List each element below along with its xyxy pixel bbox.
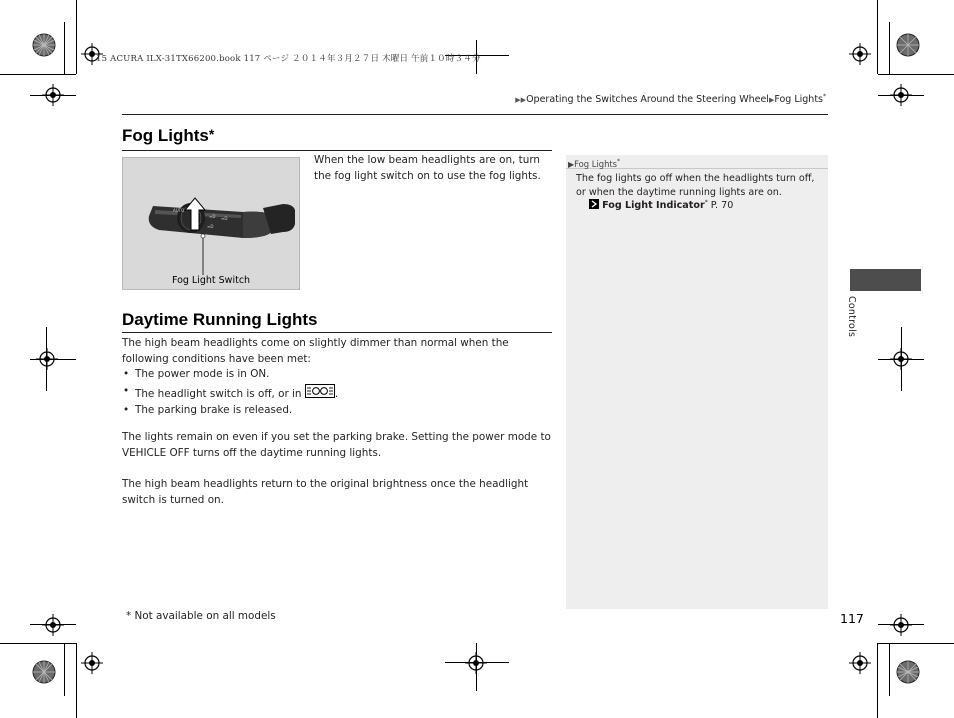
sidebar-title: ▶Fog Lights* xyxy=(566,155,828,169)
list-item: • The parking brake is released. xyxy=(122,403,552,419)
footnote: * Not available on all models xyxy=(126,610,276,622)
fog-lights-asterisk: * xyxy=(208,126,215,142)
cross-reference-icon xyxy=(589,200,602,211)
sidebar-reference[interactable]: Fog Light Indicator* P. 70 xyxy=(589,199,733,211)
figure-caption: Fog Light Switch xyxy=(171,275,251,286)
registration-mark-icon xyxy=(849,652,871,674)
drl-rule xyxy=(122,332,552,333)
color-rosette-icon xyxy=(32,660,56,684)
sidebar-text: The fog lights go off when the headlights turn off, or when the daytime running lights are on. xyxy=(576,173,815,198)
breadcrumb-arrow-icon: ▶▶ xyxy=(515,96,527,105)
section-tab xyxy=(850,269,921,291)
fog-lights-heading: Fog Lights* xyxy=(122,126,215,145)
fog-lights-rule xyxy=(122,150,552,151)
file-info: 15 ACURA ILX-31TX66200.book 117 ページ ２０１４年３月２７日 木曜日 午前１０時３４分 xyxy=(96,54,481,64)
drl-conditions-list xyxy=(122,367,552,419)
breadcrumb-page: Fog Lights xyxy=(774,94,823,106)
drl-paragraph-2: The high beam headlights return to the original brightness once the headlight switch is turned on. xyxy=(122,478,529,506)
svg-text:AUTO: AUTO xyxy=(173,208,185,213)
registration-mark-icon xyxy=(890,348,912,370)
fog-lights-intro: When the low beam headlights are on, turn the fog light switch on to use the fog lights. xyxy=(314,154,541,182)
registration-mark-icon xyxy=(849,43,871,65)
breadcrumb-asterisk: * xyxy=(823,93,826,100)
svg-text:≡D: ≡D xyxy=(207,224,214,229)
registration-mark-icon xyxy=(890,614,912,636)
svg-text:≡D: ≡D xyxy=(221,216,228,221)
registration-mark-icon xyxy=(42,84,64,106)
breadcrumb-section: Operating the Switches Around the Steering Wheel xyxy=(526,94,769,106)
page-number: 117 xyxy=(840,611,864,626)
reference-page: P. 70 xyxy=(710,200,734,212)
registration-mark-icon xyxy=(890,84,912,106)
color-rosette-icon xyxy=(896,33,920,57)
auto-headlight-icon xyxy=(305,384,335,404)
drl-heading: Daytime Running Lights xyxy=(122,310,318,329)
list-item: • The power mode is in ON. xyxy=(122,367,552,383)
registration-mark-icon xyxy=(42,614,64,636)
reference-label: Fog Light Indicator xyxy=(602,200,705,212)
bullet-suffix: . xyxy=(334,387,339,400)
list-item: • The headlight switch is off, or in . xyxy=(122,384,552,404)
color-rosette-icon xyxy=(896,660,920,684)
color-rosette-icon xyxy=(32,33,56,57)
section-tab-label: Controls xyxy=(846,296,857,338)
registration-mark-icon xyxy=(465,652,487,674)
registration-mark-icon xyxy=(81,652,103,674)
fog-light-switch-figure xyxy=(122,157,300,290)
registration-mark-icon xyxy=(36,348,58,370)
header-rule xyxy=(122,114,828,115)
drl-intro: The high beam headlights come on slightly dimmer than normal when the following conditions have been met: xyxy=(122,337,509,365)
breadcrumb xyxy=(515,93,826,105)
breadcrumb-arrow-icon: ▶ xyxy=(768,96,775,105)
reference-arrow-icon: ▶ xyxy=(568,159,575,169)
fog-light-switch-illustration xyxy=(123,158,299,289)
drl-paragraph-1: The lights remain on even if you set the parking brake. Setting the power mode to VEHICLE OFF turns off the daytime running lights. xyxy=(122,431,551,459)
svg-text:≡D: ≡D xyxy=(209,214,216,219)
sidebar-note xyxy=(566,155,828,609)
